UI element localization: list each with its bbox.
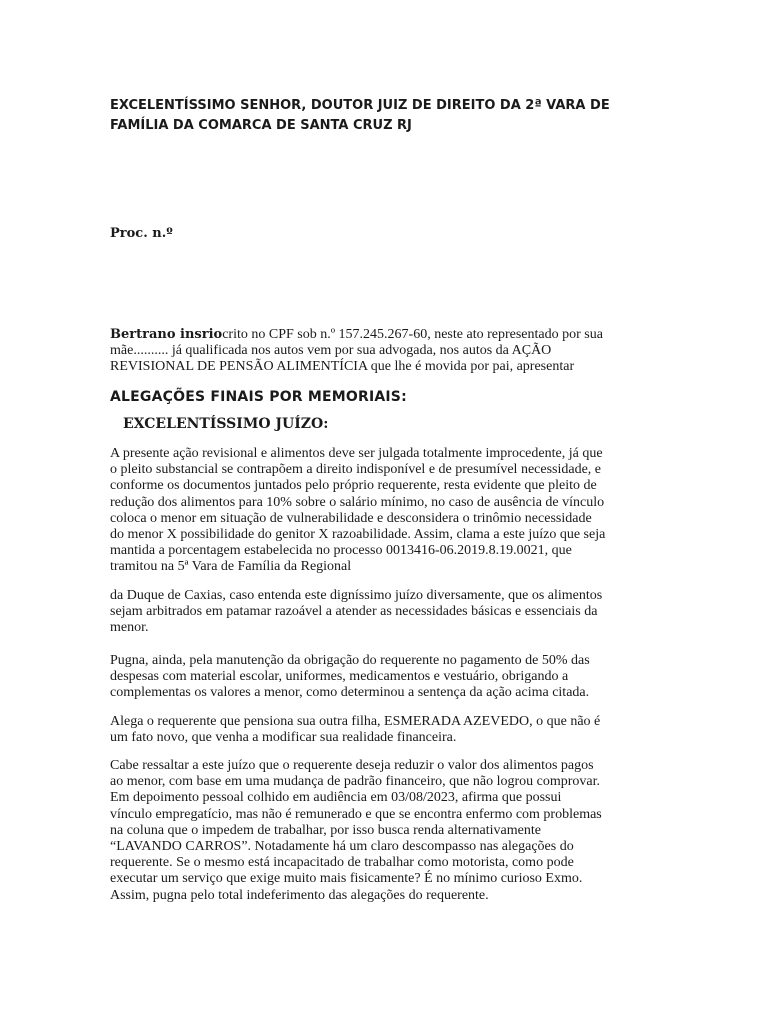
paragraph-line: redução dos alimentos para 10% sobre o salário mínimo, no caso de ausência de vínculo <box>110 494 605 510</box>
heading-line: EXCELENTÍSSIMO SENHOR, DOUTOR JUIZ DE DIREITO DA 2ª VARA DE <box>110 98 610 113</box>
paragraph-line: requerente. Se o mesmo está incapacitado de trabalhar como motorista, como pode <box>110 855 574 871</box>
paragraph-line: mantida a porcentagem estabelecida no processo 0013416-06.2019.8.19.0021, que <box>110 543 572 559</box>
paragraph-line: o pleito substancial se contrapõem a direito indisponível e de presumível necessidade, e <box>110 462 602 478</box>
paragraph-line: executar um serviço que exige muito mais fisicamente? É no mínimo curioso Exmo. <box>110 871 583 887</box>
paragraph-line: Alega o requerente que pensiona sua outra filha, ESMERADA AZEVEDO, o que não é <box>110 714 601 729</box>
paragraph-line: A presente ação revisional e alimentos deve ser julgada totalmente improcedente, já que <box>110 446 603 461</box>
paragraph-line: despesas com material escolar, uniformes, medicamentos e vestuário, obrigando a <box>110 669 569 685</box>
paragraph-line: Pugna, ainda, pela manutenção da obrigação do requerente no pagamento de 50% das <box>110 653 590 668</box>
paragraph-line: na coluna que o impedem de trabalhar, por isso busca renda alternativamente <box>110 822 541 838</box>
paragraph-line: coloca o menor em situação de vulnerabilidade e desconsidera o trinômio necessidade <box>110 510 592 526</box>
paragraph-line: um fato novo, que venha a modificar sua realidade financeira. <box>110 730 457 746</box>
paragraph-line: Em depoimento pessoal colhido em audiência em 03/08/2023, afirma que possui <box>110 790 562 806</box>
paragraph-line: vínculo empregatício, mas não é remunerado e que se encontra enfermo com problemas <box>110 806 602 822</box>
paragraph-line: “LAVANDO CARROS”. Notadamente há um claro descompasso nas alegações do <box>110 839 574 855</box>
paragraph-2 <box>110 588 658 637</box>
process-number-label: Proc. n.º <box>110 226 173 241</box>
intro-line <box>110 327 658 343</box>
paragraph-line: conforme os documentos juntados pelo próprio requerente, resta evidente que pleito de <box>110 478 597 494</box>
court-address-heading <box>110 96 630 136</box>
paragraph-line: da Duque de Caxias, caso entenda este digníssimo juízo diversamente, que os alimentos <box>110 588 603 603</box>
paragraph-3 <box>110 653 658 702</box>
paragraph-line: do menor X possibilidade do genitor X razoabilidade. Assim, clama a este juízo que seja <box>110 527 606 543</box>
paragraph-5 <box>110 758 658 904</box>
paragraph-line: Assim, pugna pelo total indeferimento das alegações do requerente. <box>110 887 489 903</box>
alegacoes-title: ALEGAÇÕES FINAIS POR MEMORIAIS: <box>110 389 407 405</box>
paragraph-1 <box>110 446 658 576</box>
juizo-title: EXCELENTÍSSIMO JUÍZO: <box>123 416 329 432</box>
paragraph-line: complementas os valores a menor, como determinou a sentença da ação acima citada. <box>110 685 590 701</box>
paragraph-line: ao menor, com base em uma mudança de padrão financeiro, que não logrou comprovar. <box>110 774 601 790</box>
heading-line: FAMÍLIA DA COMARCA DE SANTA CRUZ RJ <box>110 118 412 133</box>
paragraph-line: sejam arbitrados em patamar razoável a atender as necessidades básicas e essenciais da <box>110 604 598 620</box>
intro-line: mãe.......... já qualificada nos autos vem por sua advogada, nos autos da AÇÃO <box>110 343 552 359</box>
intro-paragraph <box>110 327 658 376</box>
paragraph-4 <box>110 714 658 746</box>
paragraph-line: Cabe ressaltar a este juízo que o requerente deseja reduzir o valor dos alimentos pagos <box>110 758 594 773</box>
paragraph-line: menor. <box>110 620 149 636</box>
party-name: Bertrano insrio <box>110 327 223 342</box>
intro-line-text: crito no CPF sob n.º 157.245.267-60, neste ato representado por sua <box>222 327 603 342</box>
paragraph-line: tramitou na 5ª Vara de Família da Regional <box>110 559 352 575</box>
intro-line: REVISIONAL DE PENSÃO ALIMENTÍCIA que lhe é movida por pai, apresentar <box>110 359 575 375</box>
